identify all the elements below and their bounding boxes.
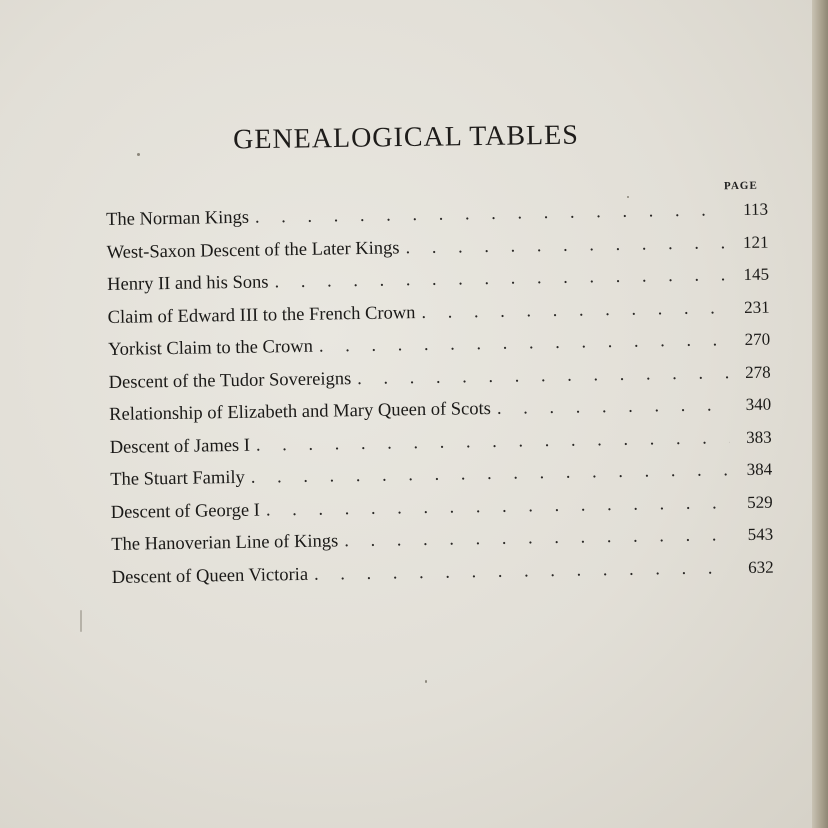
toc-entry-title: Henry II and his Sons xyxy=(107,272,269,295)
toc-entry-title: The Norman Kings xyxy=(106,207,250,230)
toc-entry-page: 383 xyxy=(745,427,772,447)
toc-entry-title: Yorkist Claim to the Crown xyxy=(108,336,314,360)
dot-leader xyxy=(421,298,728,324)
page-edge xyxy=(812,0,828,828)
toc-entry-page: 529 xyxy=(747,492,773,512)
dot-leader xyxy=(405,233,726,259)
toc-entry-page: 543 xyxy=(747,524,774,544)
toc-entry-title: Descent of George I xyxy=(110,500,261,523)
paper-speck xyxy=(425,680,427,683)
toc-entry-page: 270 xyxy=(744,329,771,349)
page-title: GENEALOGICAL TABLES xyxy=(232,119,580,156)
toc-entry-page: 384 xyxy=(746,459,773,479)
toc-entry-title: Relationship of Elizabeth and Mary Queen of Scots xyxy=(109,398,492,425)
toc-entry-page: 632 xyxy=(748,557,774,577)
toc-entry-title: The Stuart Family xyxy=(110,467,246,490)
paper-speck xyxy=(137,153,140,156)
dot-leader xyxy=(497,395,730,420)
toc-entry-title: Descent of the Tudor Sovereigns xyxy=(108,368,352,393)
toc-entry-page: 340 xyxy=(745,394,772,414)
toc-entry-title: West-Saxon Descent of the Later Kings xyxy=(106,237,400,263)
toc-entry-page: 231 xyxy=(743,297,770,317)
toc-entry-page: 145 xyxy=(743,264,770,284)
toc-entry-page: 278 xyxy=(744,362,771,382)
toc-entry-page: 121 xyxy=(742,232,769,252)
toc-entry-title: Claim of Edward III to the French Crown xyxy=(107,302,416,328)
dot-leader xyxy=(357,363,729,390)
paper-speck xyxy=(80,610,82,632)
table-of-contents xyxy=(106,200,774,600)
paper-speck xyxy=(627,196,629,198)
page-column-label: PAGE xyxy=(723,179,758,193)
toc-entry-title: Descent of Queen Victoria xyxy=(111,564,309,588)
toc-entry-title: Descent of James I xyxy=(109,435,251,458)
toc-entry-page: 113 xyxy=(743,199,769,219)
dot-leader xyxy=(255,200,726,228)
toc-entry-title: The Hanoverian Line of Kings xyxy=(111,531,339,555)
